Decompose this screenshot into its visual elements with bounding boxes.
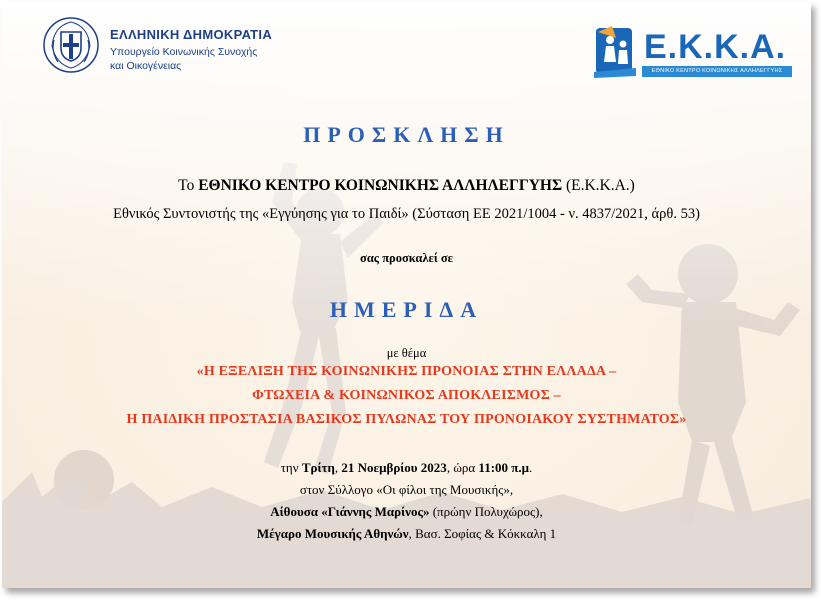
topic-line-3: Η ΠΑΙΔΙΚΗ ΠΡΟΣΤΑΣΙΑ ΒΑΣΙΚΟΣ ΠΥΛΩΝΑΣ ΤΟΥ ΠΡΟΝΟΙΑΚΟΥ ΣΥΣΤΗΜΑΤΟΣ» (126, 412, 687, 427)
venue-hall (2, 504, 811, 520)
ekka-acronym: Ε.Κ.Κ.Α. (644, 28, 787, 66)
invitation-title: ΠΡΟΣΚΛΗΣΗ (303, 122, 510, 147)
hall-note: (πρώην Πολυχώρος), (429, 504, 543, 519)
time-suffix: . (529, 460, 533, 475)
date-prefix: την (280, 460, 302, 475)
event-type: ΗΜΕΡΙΔΑ (329, 297, 484, 322)
organizer-name: ΕΘΝΙΚΟ ΚΕΝΤΡΟ ΚΟΙΝΩΝΙΚΗΣ ΑΛΛΗΛΕΓΓΥΗΣ (198, 177, 563, 194)
building-name: Μέγαρο Μουσικής Αθηνών (256, 526, 409, 541)
ministry-line-1: Υπουργείο Κοινωνικής Συνοχής (110, 46, 258, 58)
children-silhouette-background (2, 2, 811, 588)
event-time: 11:00 π.μ (478, 460, 530, 475)
ekka-logo (592, 22, 792, 80)
ekka-emblem-icon (592, 22, 642, 80)
topic-line-1: «Η ΕΞΕΛΙΞΗ ΤΗΣ ΚΟΙΝΩΝΙΚΗΣ ΠΡΟΝΟΙΑΣ ΣΤΗΝ ΕΛΛΑΔΑ – (196, 364, 617, 379)
greek-coat-of-arms-icon (42, 16, 100, 74)
time-prefix: , ώρα (446, 460, 479, 475)
hall-name: Αίθουσα «Γιάννης Μαρίνος» (270, 504, 430, 519)
ekka-tagline: ΕΘΝΙΚΟ ΚΕΝΤΡΟ ΚΟΙΝΩΝΙΚΗΣ ΑΛΛΗΛΕΓΓΥΗΣ (642, 66, 792, 77)
event-day: Τρίτη (301, 460, 335, 475)
invites-line: σας προσκαλεί σε (360, 251, 453, 265)
venue-association: στον Σύλλογο «Οι φίλοι της Μουσικής», (299, 482, 514, 497)
venue-address (2, 526, 811, 542)
organizer-suffix: (Ε.Κ.Κ.Α.) (562, 177, 635, 194)
date-comma: , (334, 460, 342, 475)
ministry-name (110, 45, 257, 73)
event-date-time (2, 460, 811, 476)
government-header (42, 16, 302, 72)
organizer-prefix: Το (178, 177, 199, 194)
coordinator-line: Εθνικός Συντονιστής της «Εγγύησης για το Παιδί» (Σύσταση ΕΕ 2021/1004 - ν. 4837/2021, άρθ. 53) (113, 206, 700, 222)
invitation-card (2, 2, 811, 588)
organizer-line (2, 177, 811, 195)
government-title: ΕΛΛΗΝΙΚΗ ΔΗΜΟΚΡΑΤΙΑ (110, 27, 273, 42)
topic-intro: με θέμα (386, 346, 427, 360)
street-address: , Βασ. Σοφίας & Κόκκαλη 1 (408, 526, 557, 541)
topic-line-2: ΦΤΩΧΕΙΑ & ΚΟΙΝΩΝΙΚΟΣ ΑΠΟΚΛΕΙΣΜΟΣ – (252, 388, 561, 403)
event-date: 21 Νοεμβρίου 2023 (341, 460, 447, 475)
ministry-line-2: και Οικογένειας (110, 60, 182, 72)
